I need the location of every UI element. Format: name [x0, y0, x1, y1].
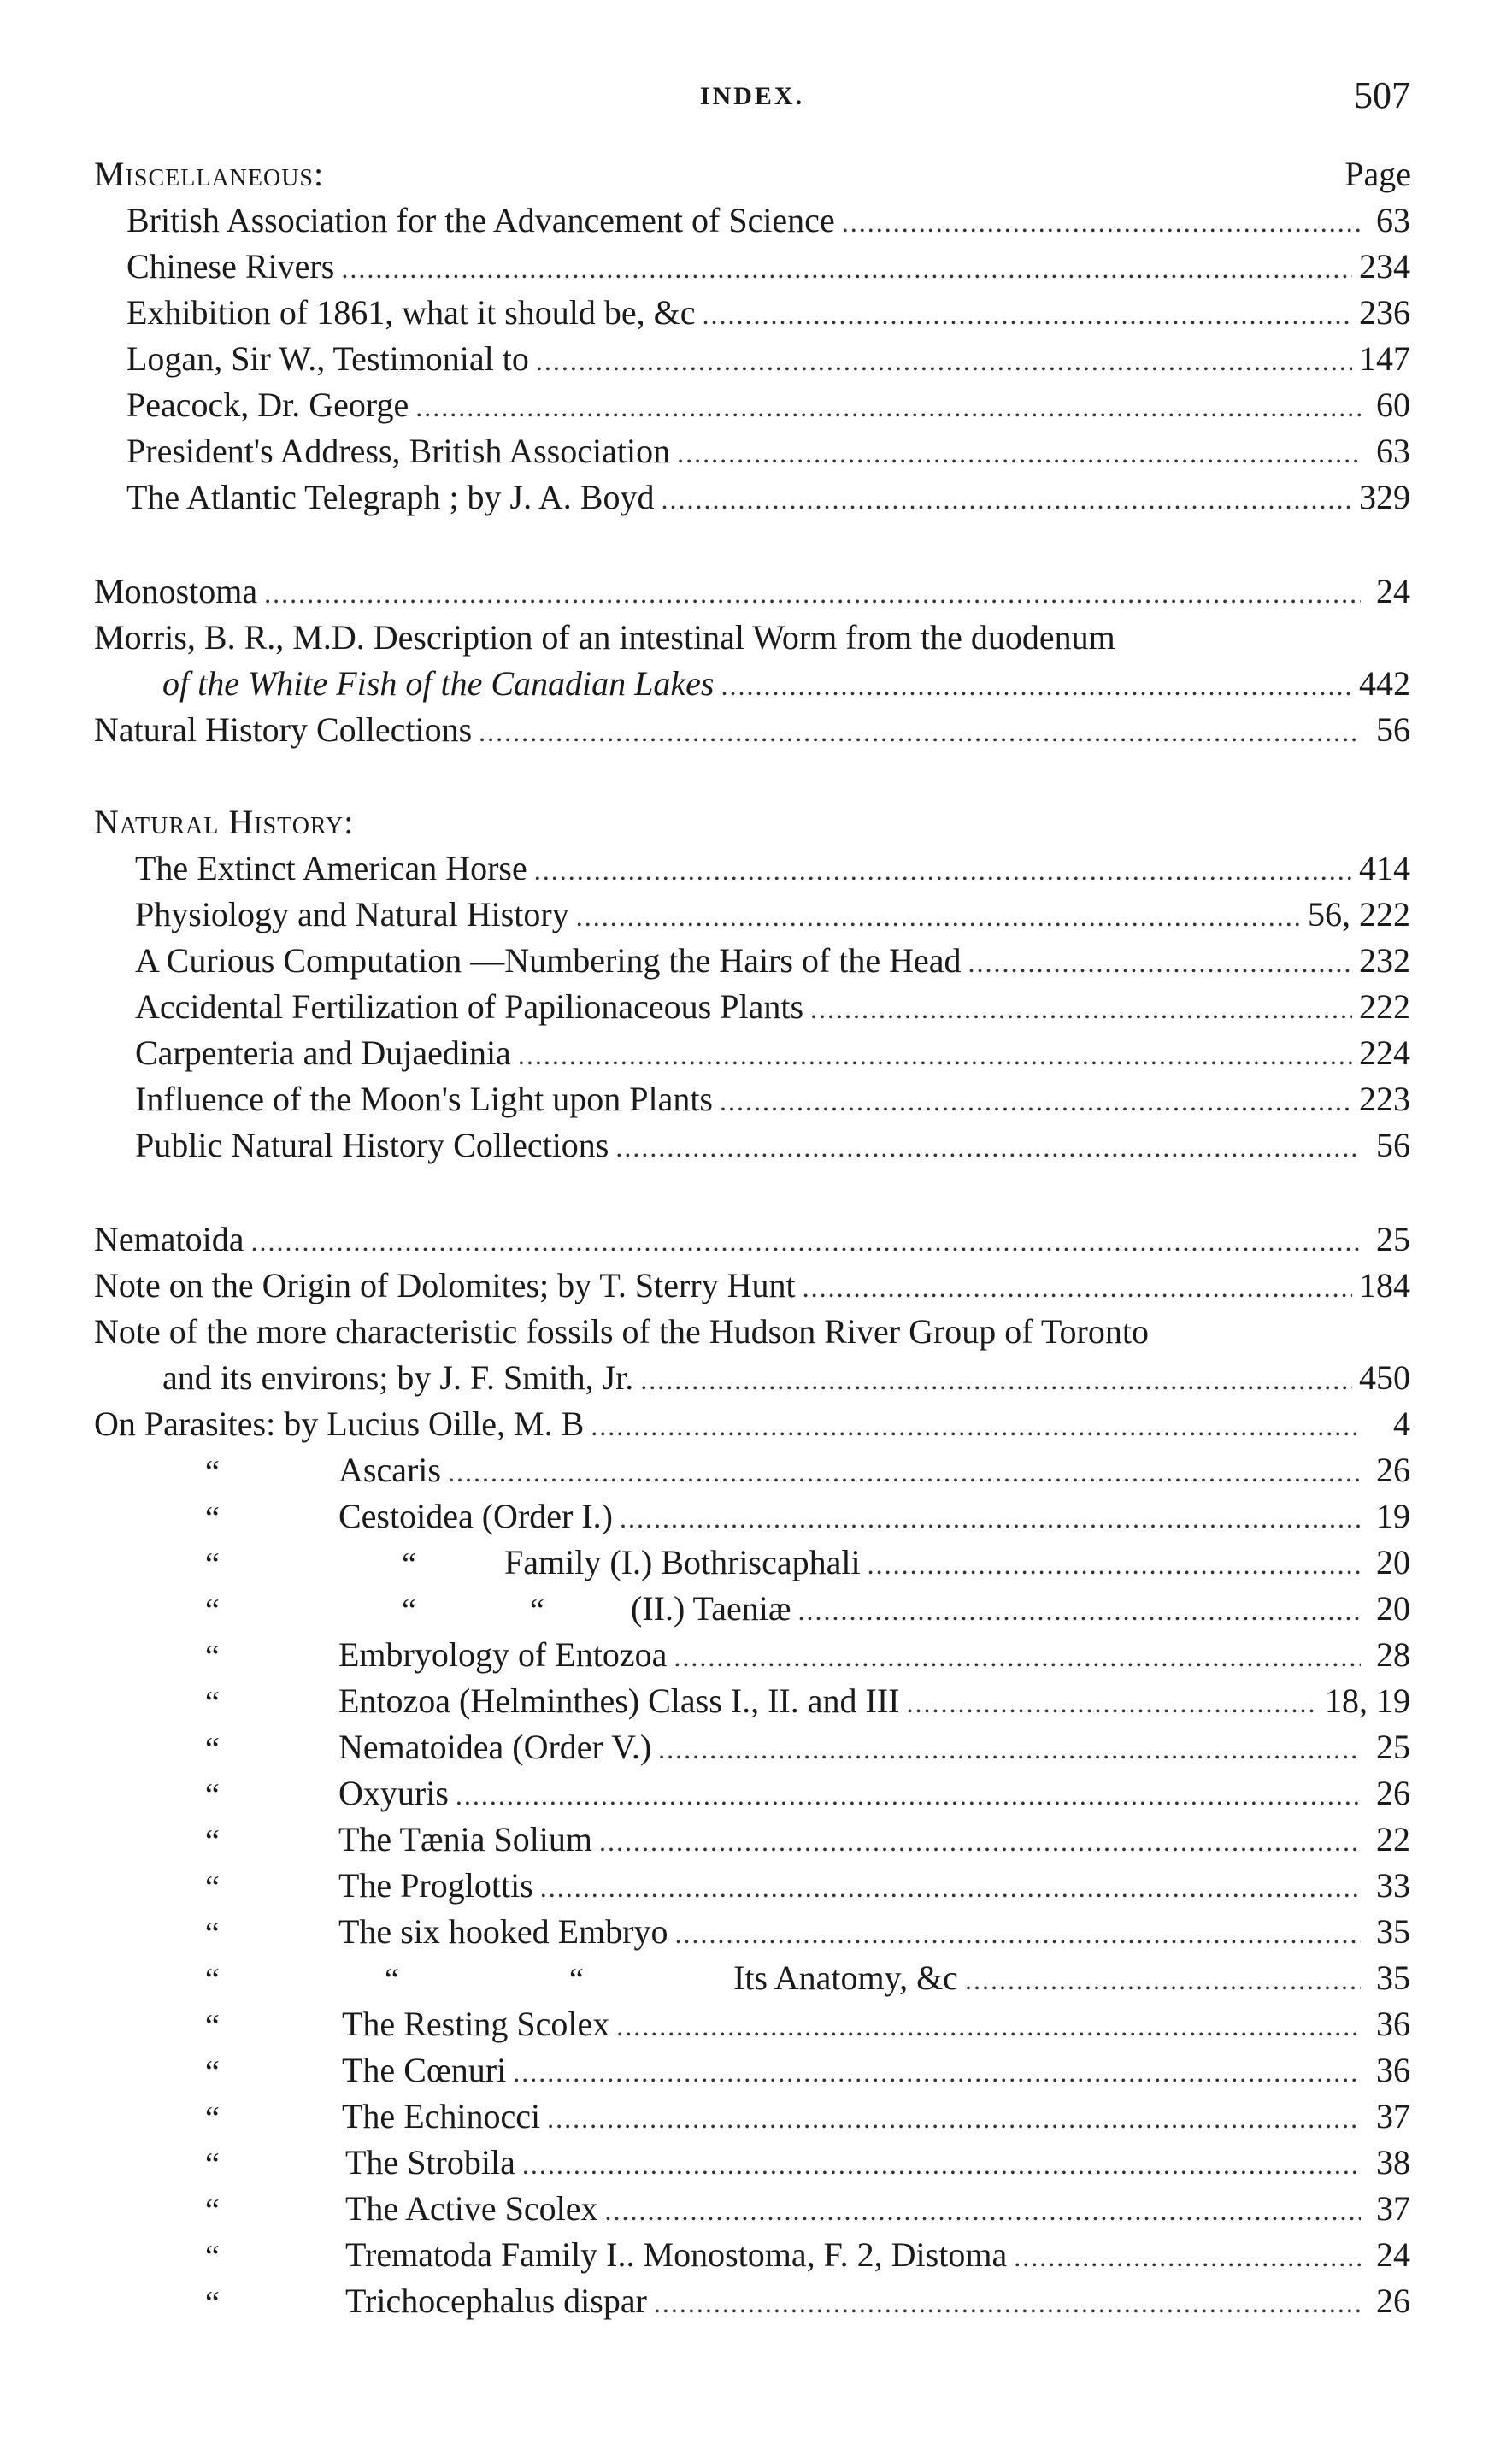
ditto-mark: “ [205, 1731, 220, 1767]
index-entry-dolomites: Note on the Origin of Dolomites; by T. Sterry Hunt ..... 184 [94, 1263, 1410, 1308]
index-entry: Peacock, Dr. George ..... 60 [126, 383, 1410, 427]
section-heading-natural-history: Natural History: [94, 803, 355, 841]
parasite-entry: Trichocephalus dispar ..... 26 [345, 2279, 1410, 2323]
ditto-mark: “ [205, 1685, 220, 1721]
ditto-mark: “ [205, 2285, 220, 2321]
index-entry: Logan, Sir W., Testimonial to ..... 147 [126, 337, 1410, 381]
parasite-entry: The Active Scolex ..... 37 [345, 2187, 1410, 2231]
section-heading-miscellaneous: Miscellaneous: [94, 155, 325, 193]
ditto-mark: “ [205, 1546, 220, 1582]
ditto-mark: “ [205, 2100, 220, 2136]
index-entry: British Association for the Advancement of Science ..... 63 [126, 198, 1410, 243]
parasite-entry: The Echinocci ..... 37 [342, 2094, 1410, 2139]
index-entry-nematoida: Nematoida ..... 25 [94, 1217, 1410, 1262]
index-entry-monostoma: Monostoma ..... 24 [94, 569, 1410, 614]
ditto-mark: “ [205, 2146, 220, 2182]
ditto-mark: “ [205, 2054, 220, 2090]
ditto-mark: “ [205, 1593, 220, 1628]
index-entry: Public Natural History Collections ..... 56 [135, 1123, 1410, 1168]
parasite-entry: Its Anatomy, &c ..... 35 [733, 1956, 1410, 2000]
ditto-mark: “ [205, 1962, 220, 1998]
parasite-entry: (II.) Taeniæ ..... 20 [631, 1587, 1410, 1631]
parasite-entry: Oxyuris ..... 26 [338, 1771, 1410, 1816]
ditto-mark: “ [205, 1639, 220, 1675]
page-number: 507 [1354, 74, 1410, 116]
running-title: INDEX. [699, 82, 805, 110]
page-column-label: Page [1344, 155, 1411, 193]
index-entry: The Atlantic Telegraph ; by J. A. Boyd ..... 329 [126, 475, 1410, 520]
index-entry: Influence of the Moon's Light upon Plants ..... 223 [135, 1077, 1410, 1122]
parasite-entry: The Cœnuri ..... 36 [342, 2048, 1410, 2093]
index-entry: Exhibition of 1861, what it should be, &c ..... 236 [126, 291, 1410, 335]
ditto-mark: “ [530, 1593, 544, 1628]
parasite-entry: The Tænia Solium ..... 22 [338, 1817, 1410, 1862]
index-entry: Accidental Fertilization of Papilionaceous Plants ..... 222 [135, 985, 1410, 1029]
index-entry-natural-history-collections: Natural History Collections ..... 56 [94, 708, 1410, 752]
index-entry-fossils-line2: and its environs; by J. F. Smith, Jr. ..... 450 [162, 1356, 1410, 1400]
ditto-mark: “ [205, 2008, 220, 2044]
ditto-mark: “ [205, 1823, 220, 1859]
parasite-entry: Trematoda Family I.. Monostoma, F. 2, Distoma ..... 24 [345, 2233, 1410, 2277]
parasite-entry: The six hooked Embryo ..... 35 [338, 1910, 1410, 1954]
parasite-entry: The Strobila ..... 38 [345, 2141, 1410, 2185]
ditto-mark: “ [569, 1962, 584, 1998]
index-entry-morris-line2: of the White Fish of the Canadian Lakes ..... 442 [162, 662, 1410, 706]
index-entry-morris-line1: Morris, B. R., M.D. Description of an intestinal Worm from the duodenum [94, 618, 1115, 657]
ditto-mark: “ [402, 1546, 416, 1582]
parasite-entry: The Proglottis ..... 33 [338, 1864, 1410, 1908]
parasite-entry: The Resting Scolex ..... 36 [342, 2002, 1410, 2046]
index-entry: A Curious Computation —Numbering the Hairs of the Head ..... 232 [135, 939, 1410, 983]
index-entry: Chinese Rivers ..... 234 [126, 244, 1410, 289]
ditto-mark: “ [205, 2193, 220, 2229]
parasite-entry: Ascaris ..... 26 [338, 1448, 1410, 1493]
parasite-entry: Nematoidea (Order V.) ..... 25 [338, 1725, 1410, 1770]
ditto-mark: “ [205, 2239, 220, 2275]
index-entry-fossils-line1: Note of the more characteristic fossils of the Hudson River Group of Toronto [94, 1312, 1149, 1351]
parasite-entry: Family (I.) Bothriscaphali ..... 20 [504, 1540, 1410, 1585]
ditto-mark: “ [402, 1593, 416, 1628]
ditto-mark: “ [205, 1916, 220, 1952]
ditto-mark: “ [205, 1777, 220, 1813]
ditto-mark: “ [205, 1870, 220, 1905]
index-entry: President's Address, British Association ..... 63 [126, 429, 1410, 474]
running-head [94, 74, 1410, 125]
parasite-entry: Entozoa (Helminthes) Class I., II. and III ..... 18, 19 [338, 1679, 1410, 1723]
ditto-mark: “ [205, 1454, 220, 1490]
index-entry: Carpenteria and Dujaedinia ..... 224 [135, 1031, 1410, 1075]
parasite-entry: Cestoidea (Order I.) ..... 19 [338, 1494, 1410, 1539]
index-entry: Physiology and Natural History ..... 56, 222 [135, 892, 1410, 937]
index-entry-parasites: On Parasites: by Lucius Oille, M. B ..... 4 [94, 1402, 1410, 1446]
ditto-mark: “ [205, 1500, 220, 1536]
ditto-mark: “ [385, 1962, 399, 1998]
parasite-entry: Embryology of Entozoa ..... 28 [338, 1633, 1410, 1677]
index-entry: The Extinct American Horse ..... 414 [135, 846, 1410, 891]
